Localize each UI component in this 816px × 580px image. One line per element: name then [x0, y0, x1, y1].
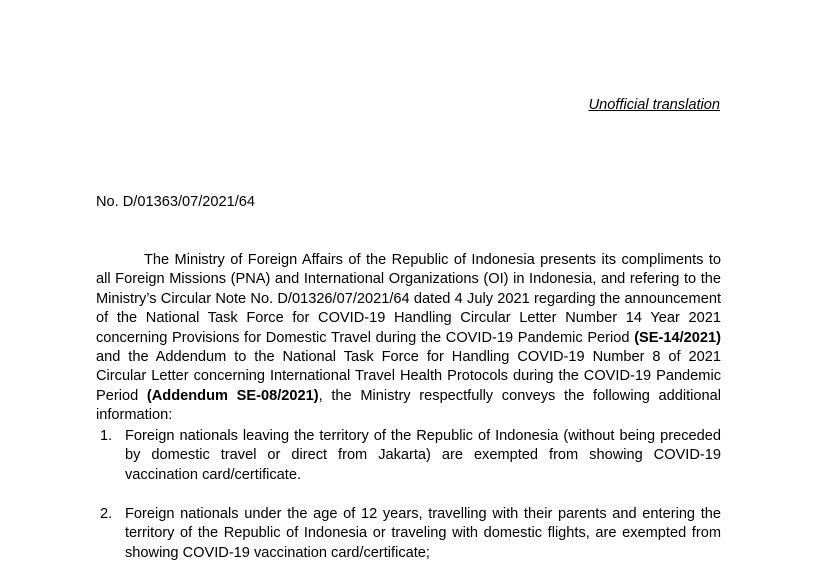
translation-note: Unofficial translation: [588, 97, 720, 113]
intro-bold-reference-1: (SE-14/2021): [634, 329, 721, 346]
list-item-text: Foreign nationals leaving the territory of the Republic of Indonesia (without being preceded by domestic travel or direct from Jakarta) are exempted from showing COVID-19 vaccination card/certificate.: [125, 428, 721, 483]
intro-paragraph: [96, 251, 721, 426]
list-item-number: 2.: [100, 506, 113, 522]
intro-text-1: The Ministry of Foreign Affairs of the Republic of Indonesia presents its compliments to all Foreign Missions (PNA) and International Organizations (OI) in Indonesia, and refering to the Ministry’s Circular Note No. D/01326/07/2021/64 dated 4 July 2021 regarding the announcement of the National Task Force for COVID-19 Handling Circular Letter Number 14 Year 2021 concerning Provisions for Domestic Travel during the COVID-19 Pandemic Period: [96, 252, 721, 346]
list-item: [96, 505, 721, 563]
numbered-list-1: [96, 427, 721, 485]
list-item-number: 1.: [100, 428, 113, 444]
numbered-list-2: [96, 505, 721, 563]
list-item-text: Foreign nationals under the age of 12 years, travelling with their parents and entering the territory of the Republic of Indonesia or traveling with domestic flights, are exempted from showing COVID-19 vaccination card/certificate;: [125, 506, 721, 561]
intro-text-2: and the Addendum to the National Task Force for Handling COVID-19 Number 8 of 2021 Circular Letter concerning International Travel Health Protocols during the COVID-19 Pandemic Period: [96, 349, 721, 404]
intro-bold-reference-2: (Addendum SE-08/2021): [146, 387, 319, 404]
intro-text-3: , the Ministry respectfully conveys the following additional information:: [96, 387, 721, 424]
list-item: [96, 427, 721, 485]
document-number: No. D/01363/07/2021/64: [96, 194, 256, 210]
